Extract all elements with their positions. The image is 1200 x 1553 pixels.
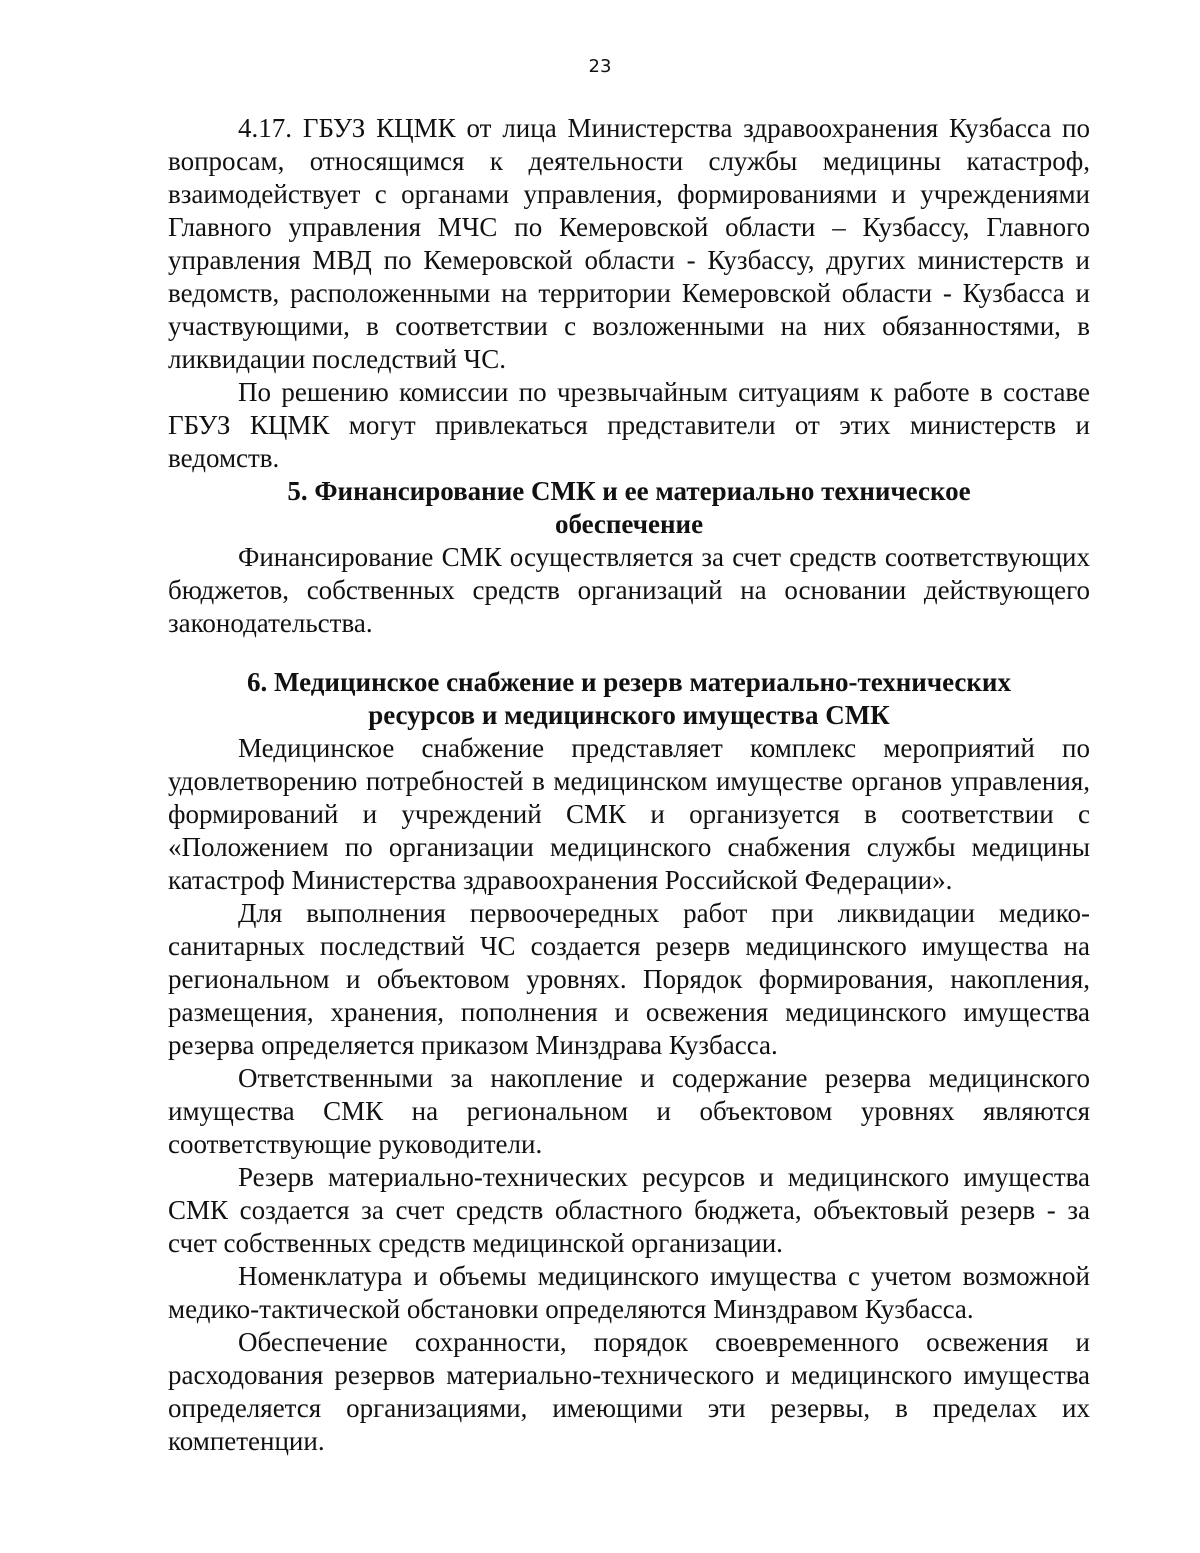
paragraph-safekeeping: Обеспечение сохранности, порядок своевременного освежения и расходования резервов материально-технического и медицинского имущества определяется организациями, имеющими эти резервы, в пределах их компетенции.: [168, 1327, 1090, 1456]
page-number: 23: [588, 56, 612, 77]
paragraph-commission: По решению комиссии по чрезвычайным ситуациям к работе в составе ГБУЗ КЦМК могут привлекаться представители от этих министерств и ведомств.: [168, 377, 1090, 473]
paragraph-medical-supply: Медицинское снабжение представляет комплекс мероприятий по удовлетворению потребностей в медицинском имуществе органов управления, формирований и учреждений СМК и организуется в соответствии с «Положением по организации медицинского снабжения службы медицины катастроф Министерства здравоохранения Российской Федерации».: [168, 733, 1090, 895]
paragraph-responsible: Ответственными за накопление и содержание резерва медицинского имущества СМК на региональном и объектовом уровнях являются соответствующие руководители.: [168, 1063, 1090, 1159]
document-body: [168, 112, 1090, 1458]
section-spacer: [168, 640, 1090, 666]
section-6-heading: 6. Медицинское снабжение и резерв материально-технических ресурсов и медицинского имущества СМК: [247, 667, 1011, 730]
paragraph-4-17: 4.17. ГБУЗ КЦМК от лица Министерства здравоохранения Кузбасса по вопросам, относящимся к деятельности службы медицины катастроф, взаимодействует с органами управления, формированиями и учреждениями Главного управления МЧС по Кемеровской области – Кузбассу, Главного управления МВД по Кемеровской области - Кузбассу, других министерств и ведомств, расположенными на территории Кемеровской области - Кузбасса и участвующими, в соответствии с возложенными на них обязанностями, в ликвидации последствий ЧС.: [168, 113, 1090, 374]
section-5-heading: 5. Финансирование СМК и ее материально техническое обеспечение: [287, 476, 971, 539]
paragraph-nomenclature: Номенклатура и объемы медицинского имущества с учетом возможной медико-тактической обстановки определяются Минздравом Кузбасса.: [168, 1261, 1090, 1324]
paragraph-reserve-creation: Для выполнения первоочередных работ при ликвидации медико-санитарных последствий ЧС создается резерв медицинского имущества на региональном и объектовом уровнях. Порядок формирования, накопления, размещения, хранения, пополнения и освежения медицинского имущества резерва определяется приказом Минздрава Кузбасса.: [168, 898, 1090, 1060]
paragraph-reserve-funding: Резерв материально-технических ресурсов и медицинского имущества СМК создается за счет средств областного бюджета, объектовый резерв - за счет собственных средств медицинской организации.: [168, 1162, 1090, 1258]
paragraph-financing: Финансирование СМК осуществляется за счет средств соответствующих бюджетов, собственных средств организаций на основании действующего законодательства.: [168, 542, 1090, 638]
